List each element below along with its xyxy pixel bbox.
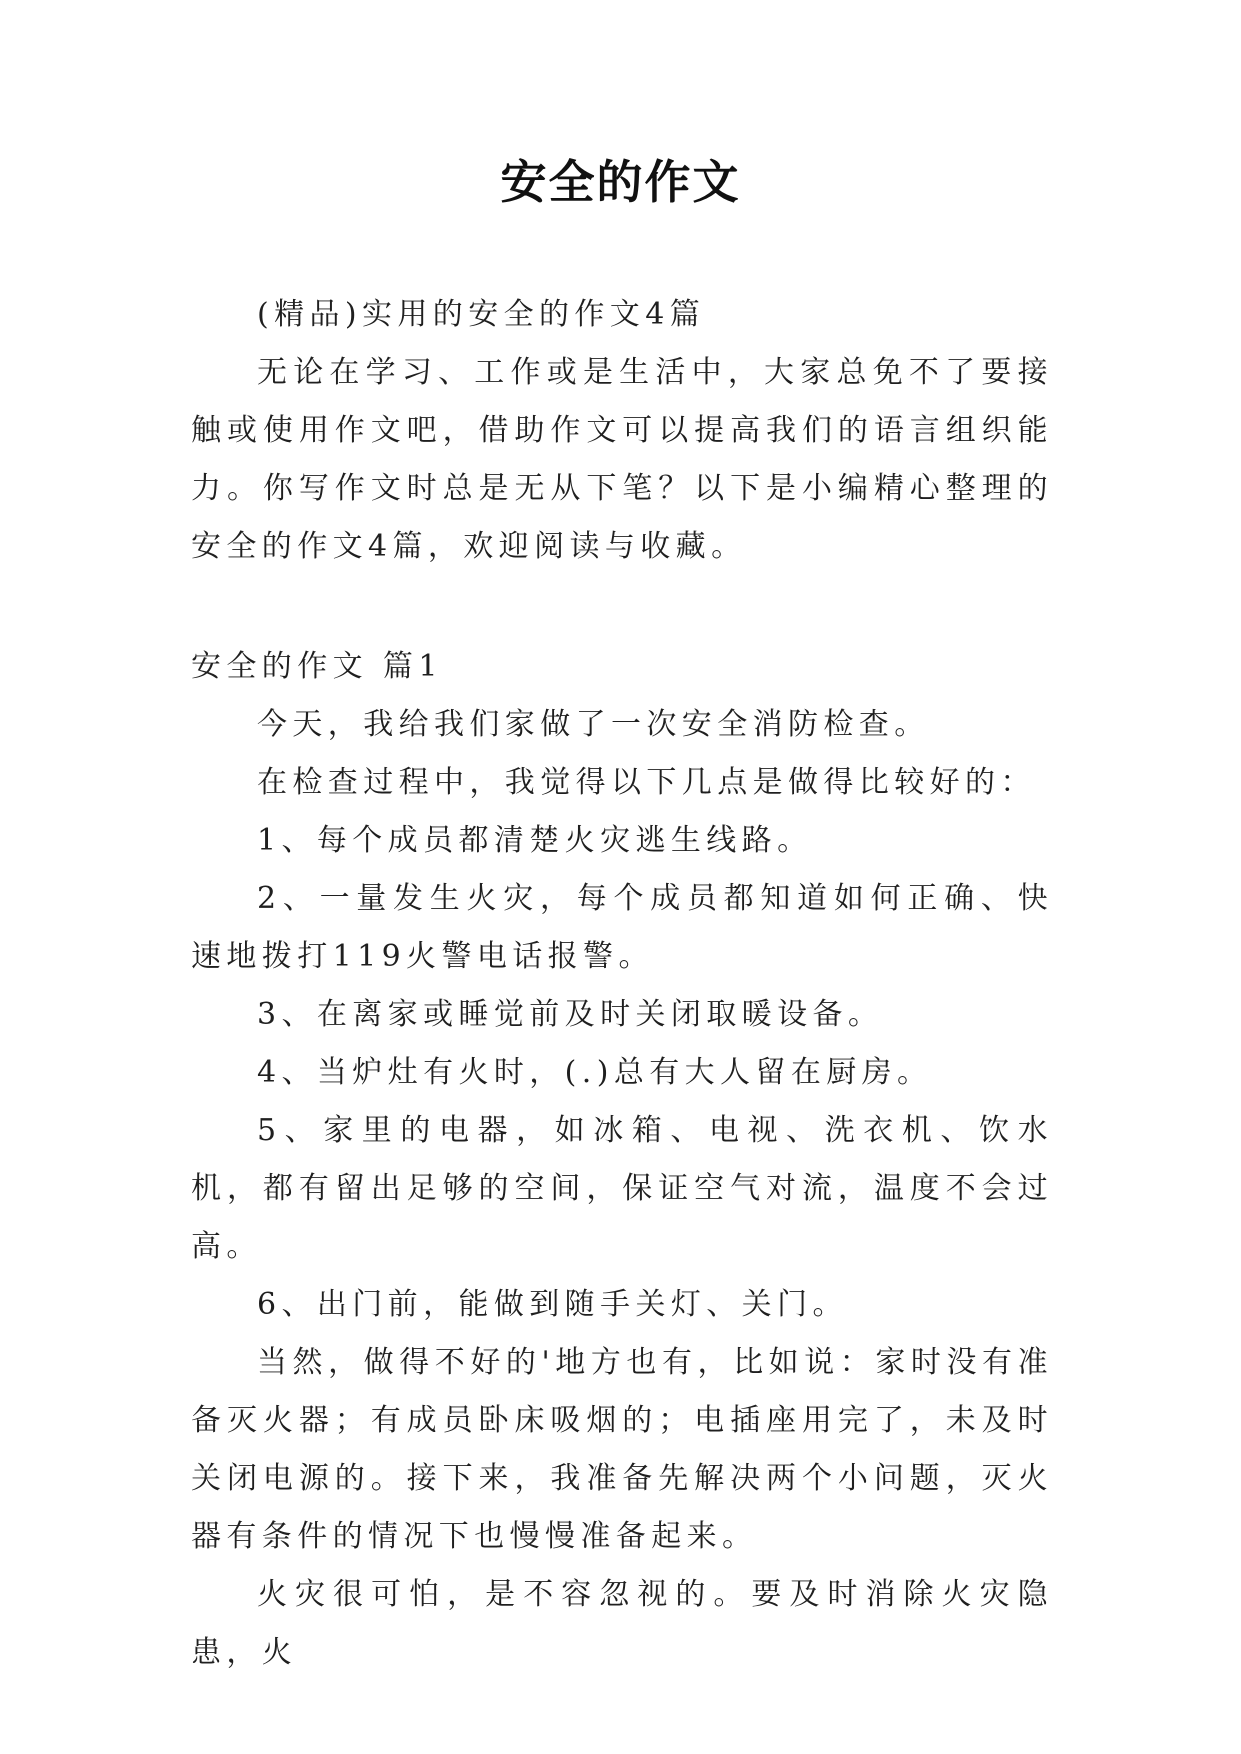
article-section bbox=[191, 638, 1053, 1682]
document-title: 安全的作文 bbox=[500, 155, 741, 209]
list-item: 6、出门前，能做到随手关灯、关门。 bbox=[257, 1287, 848, 1322]
article-paragraph: 在检查过程中，我觉得以下几点是做得比较好的： bbox=[257, 765, 1036, 800]
intro-section bbox=[191, 286, 1053, 576]
list-item: 3、在离家或睡觉前及时关闭取暖设备。 bbox=[257, 997, 884, 1032]
intro-paragraph: 无论在学习、工作或是生活中，大家总免不了要接触或使用作文吧，借助作文可以提高我们的语言组织能力。你写作文时总是无从下笔？以下是小编精心整理的安全的作文4篇，欢迎阅读与收藏。 bbox=[191, 355, 1053, 564]
article-paragraph: 今天，我给我们家做了一次安全消防检查。 bbox=[257, 707, 930, 742]
list-item: 4、当炉灶有火时，(.)总有大人留在厨房。 bbox=[257, 1055, 933, 1090]
article-heading: 安全的作文 篇1 bbox=[191, 649, 443, 684]
article-paragraph: 火灾很可怕，是不容忽视的。要及时消除火灾隐患，火 bbox=[191, 1577, 1053, 1670]
article-paragraph: 当然，做得不好的'地方也有，比如说：家时没有准备灭火器；有成员卧床吸烟的；电插座用完了，未及时关闭电源的。接下来，我准备先解决两个小问题，灭火器有条件的情况下也慢慢准备起来。 bbox=[191, 1345, 1053, 1554]
list-item: 2、一量发生火灾，每个成员都知道如何正确、快速地拨打119火警电话报警。 bbox=[191, 881, 1053, 974]
list-item: 5、家里的电器，如冰箱、电视、洗衣机、饮水机，都有留出足够的空间，保证空气对流，温度不会过高。 bbox=[191, 1113, 1053, 1264]
list-item: 1、每个成员都清楚火灾逃生线路。 bbox=[257, 823, 813, 858]
intro-subtitle: (精品)实用的安全的作文4篇 bbox=[257, 297, 706, 332]
